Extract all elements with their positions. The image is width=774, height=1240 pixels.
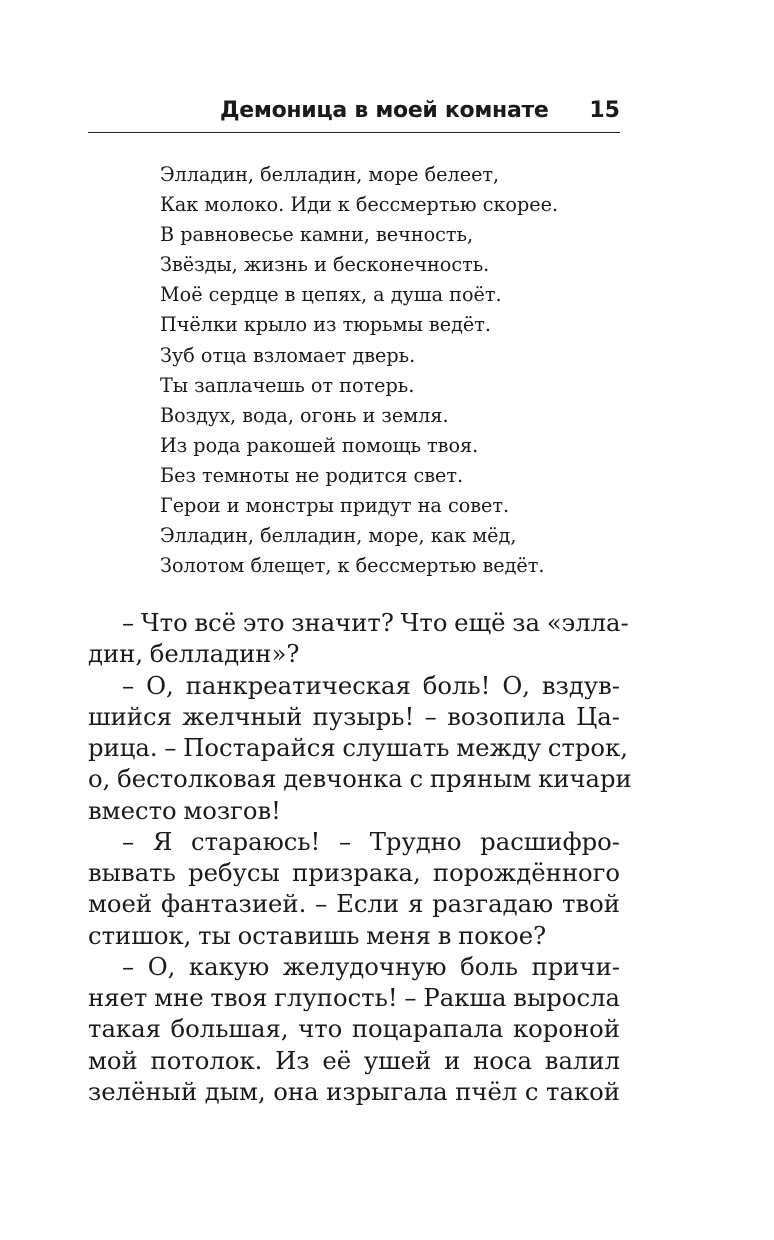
prose-line: о, бестолковая девчонка с пряным кичари bbox=[88, 764, 632, 794]
prose-line: зелёный дым, она изрыгала пчёл с такой bbox=[88, 1076, 620, 1106]
poem-line: Без темноты не родится свет. bbox=[160, 463, 464, 487]
prose-line: – О, какую желудочную боль причи- bbox=[122, 951, 620, 981]
poem-line: Воздух, вода, огонь и земля. bbox=[160, 403, 449, 427]
poem-line: Пчёлки крыло из тюрьмы ведёт. bbox=[160, 313, 491, 337]
prose-line: такая большая, что поцарапала короной bbox=[88, 1014, 620, 1044]
prose-line: рица. – Постарайся слушать между строк, bbox=[88, 733, 628, 762]
body-text bbox=[88, 607, 632, 1107]
prose-line: няет мне твоя глупость! – Ракша выросла bbox=[88, 983, 620, 1012]
poem-line: Как молоко. Иди к бессмертью скорее. bbox=[160, 193, 559, 217]
prose-line: дин, белладин»? bbox=[88, 639, 300, 669]
prose-line: вывать ребусы призрака, порождённого bbox=[88, 858, 620, 887]
prose-line: – Что всё это значит? Что ещё за «элла- bbox=[122, 608, 629, 637]
prose-line: вместо мозгов! bbox=[88, 795, 281, 825]
prose-line: мой потолок. Из её ушей и носа валил bbox=[88, 1045, 620, 1075]
poem-line: Элладин, белладин, море белеет, bbox=[160, 163, 500, 186]
prose-line: – Я стараюсь! – Трудно расшифро- bbox=[122, 826, 620, 856]
poem-line: Герои и монстры придут на совет. bbox=[160, 494, 510, 518]
page-number: 15 bbox=[589, 98, 620, 123]
poem-line: Золотом блещет, к бессмертью ведёт. bbox=[160, 554, 545, 578]
poem-line: Ты заплачешь от потерь. bbox=[160, 373, 415, 397]
poem-line: Из рода ракошей помощь твоя. bbox=[160, 433, 479, 457]
poem-line: Элладин, белладин, море, как мёд, bbox=[160, 524, 517, 548]
poem-line: Зуб отца взломает дверь. bbox=[160, 343, 416, 367]
running-header bbox=[88, 96, 620, 133]
prose-line: – О, панкреатическая боль! О, вздув- bbox=[122, 670, 620, 700]
poem-line: Моё сердце в цепях, а душа поёт. bbox=[160, 283, 502, 307]
poem-line: Звёзды, жизнь и бесконечность. bbox=[160, 253, 490, 277]
poem-stanza bbox=[160, 160, 558, 581]
running-title: Демоница в моей комнате bbox=[220, 98, 549, 123]
poem-line: В равновесье камни, вечность, bbox=[160, 223, 474, 247]
prose-line: стишок, ты оставишь меня в покое? bbox=[88, 920, 547, 950]
prose-line: моей фантазией. – Если я разгадаю твой bbox=[88, 889, 620, 919]
prose-line: шийся желчный пузырь! – возопила Ца- bbox=[88, 701, 620, 731]
